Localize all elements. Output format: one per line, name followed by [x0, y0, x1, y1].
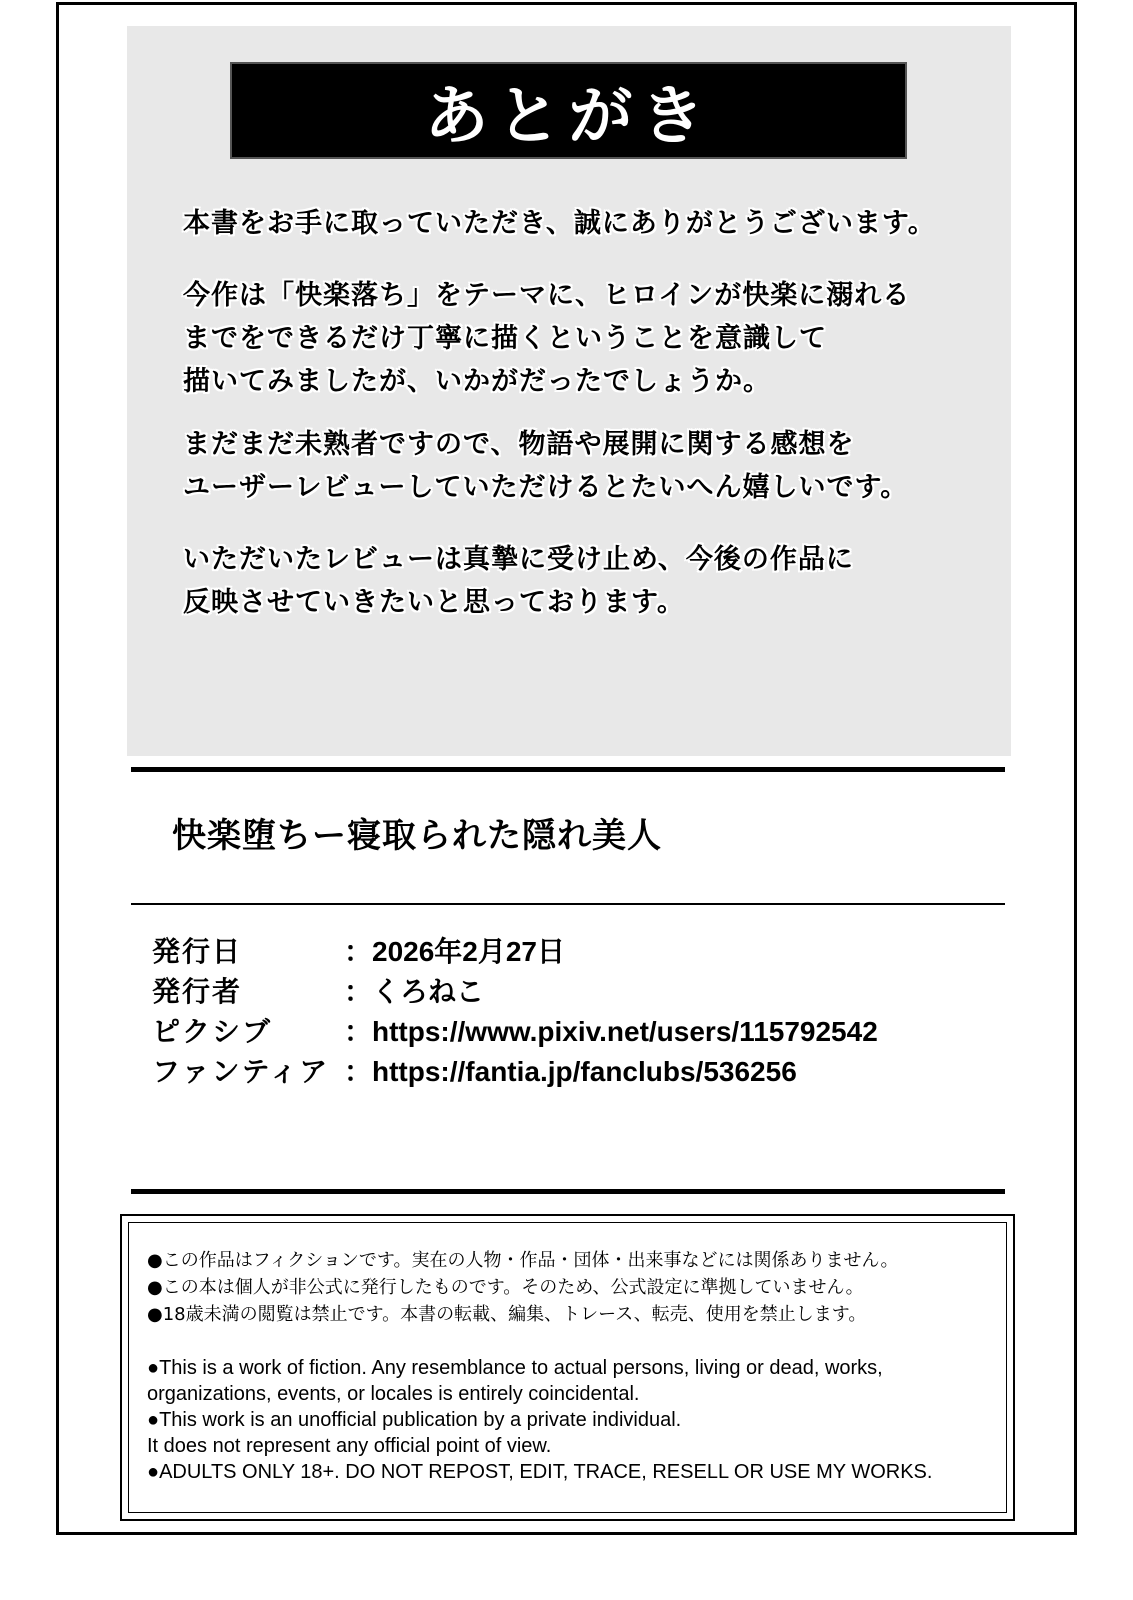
colophon	[152, 930, 878, 1090]
afterword-paragraph-3: まだまだ未熟者ですので、物語や展開に関する感想を ユーザーレビューしていただけるとたいへん嬉しいです。	[183, 429, 909, 503]
section-divider-top	[131, 767, 1005, 772]
colophon-row-fantia	[152, 1050, 878, 1090]
title-underline	[131, 903, 1005, 905]
colophon-label: ピクシブ	[152, 1015, 273, 1048]
colophon-label: 発行者	[152, 975, 243, 1008]
disclaimer-inner-frame	[128, 1222, 1007, 1513]
colophon-value: ：くろねこ	[344, 976, 485, 1007]
section-divider-bottom	[131, 1189, 1005, 1194]
afterword-paragraph-1: 本書をお手に取っていただき、誠にありがとうございます。	[183, 208, 936, 239]
book-title: 快楽堕ちー寝取られた隠れ美人	[172, 816, 662, 856]
colophon-value: ：2026年2月27日	[344, 936, 566, 967]
colophon-label: 発行日	[152, 935, 243, 968]
afterword-title: あとがき	[424, 78, 713, 154]
disclaimer-english: ●This is a work of fiction. Any resemblance to actual persons, living or dead, works, organizations, events, or locales is entirely coincidental. ●This work is an unofficial publication by a private individual. It does not represent any official point of view. ●ADULTS ONLY 18+. DO NOT REPOST, EDIT, TRACE, RESELL OR USE MY WORKS.	[147, 1357, 933, 1483]
colophon-row-publisher	[152, 970, 878, 1010]
colophon-label: ファンティア	[152, 1055, 330, 1088]
pixiv-link[interactable]: ：https://www.pixiv.net/users/115792542	[344, 1016, 878, 1047]
afterword-panel	[127, 26, 1011, 756]
afterword-paragraph-4: いただいたレビューは真摯に受け止め、今後の作品に 反映させていきたいと思っております。	[183, 544, 854, 618]
colophon-row-date	[152, 930, 878, 970]
afterword-title-bar	[230, 62, 907, 159]
colophon-row-pixiv	[152, 1010, 878, 1050]
disclaimer-box	[120, 1214, 1015, 1521]
disclaimer-japanese: ●この作品はフィクションです。実在の人物・作品・団体・出来事などには関係ありません。 ●この本は個人が非公式に発行したものです。そのため、公式設定に準拠していません。 ●18歳未満の閲覧は禁止です。本書の転載、編集、トレース、転売、使用を禁止します。	[147, 1250, 899, 1325]
afterword-paragraph-2: 今作は「快楽落ち」をテーマに、ヒロインが快楽に溺れる までをできるだけ丁寧に描くということを意識して 描いてみましたが、いかがだったでしょうか。	[183, 280, 911, 397]
fantia-link[interactable]: ：https://fantia.jp/fanclubs/536256	[344, 1056, 797, 1087]
